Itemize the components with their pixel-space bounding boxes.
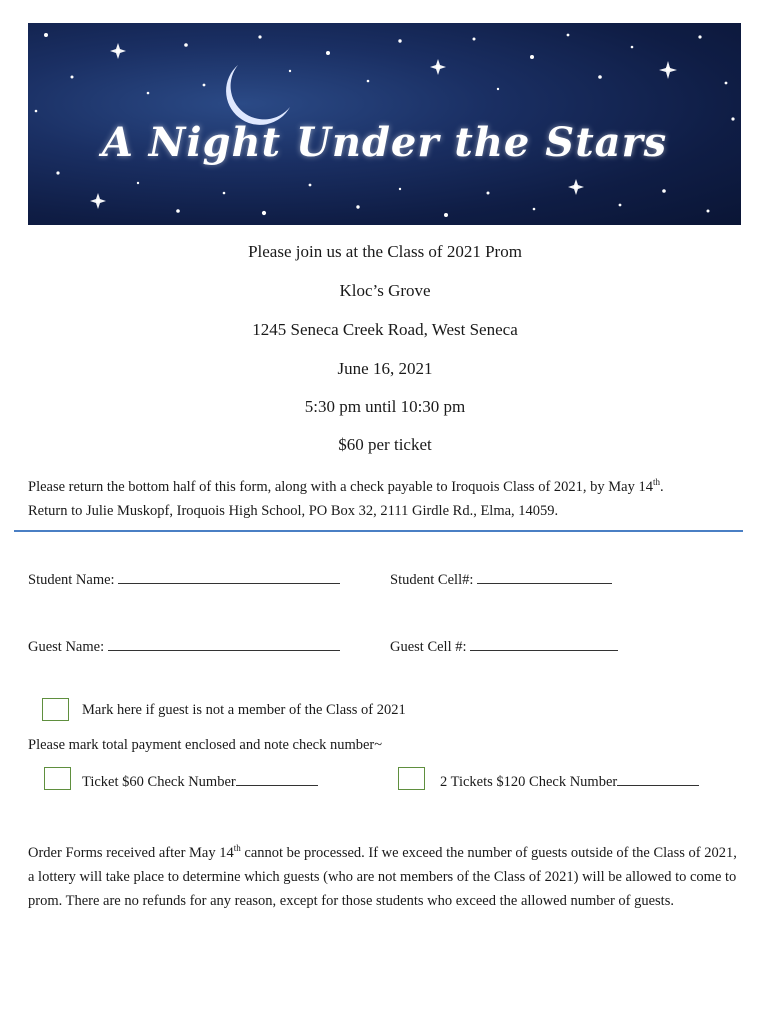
guest-not-member-checkbox[interactable] (42, 698, 69, 721)
event-date: June 16, 2021 (337, 359, 433, 378)
return-deadline-text: Please return the bottom half of this form, along with a check payable to Iroquois Class of 2021, by May 14 (28, 478, 653, 495)
event-time: 5:30 pm until 10:30 pm (304, 397, 466, 416)
student-cell-field[interactable] (390, 569, 612, 589)
prom-banner (28, 23, 741, 225)
tear-off-divider (14, 530, 743, 532)
order-deadline-notice: Order Forms received after May 14th cannot be processed. If we exceed the number of guests outside of the Class of 2021, a lottery will take place to determine which guests (who are not members of the Class of 2021) will be allowed to come to prom. There are no refunds for any reason, except for those students who exceed the allowed number of guests. (28, 843, 737, 909)
two-tickets-field[interactable] (440, 771, 699, 791)
two-tickets-label: 2 Tickets $120 Check Number (440, 774, 618, 790)
banner-title: A Night Under the Stars (101, 119, 668, 166)
student-name-label: Student Name: (28, 572, 115, 588)
crescent-moon-icon (226, 65, 290, 125)
student-name-input[interactable] (118, 569, 340, 584)
guest-name-field[interactable] (28, 636, 340, 656)
one-ticket-checkbox[interactable] (44, 767, 71, 790)
return-instructions: Please return the bottom half of this form, along with a check payable to Iroquois Class of 2021, by May 14th. Return to Julie Muskopf, Iroquois High School, PO Box 32, 2111 Girdle Rd., Elma, 14059. (28, 477, 664, 519)
guest-cell-field[interactable] (390, 636, 618, 656)
payment-prompt: Please mark total payment enclosed and note check number~ (28, 737, 383, 753)
student-name-field[interactable] (28, 569, 340, 589)
two-tickets-checkbox[interactable] (398, 767, 425, 790)
venue-name: Kloc’s Grove (339, 281, 431, 300)
student-cell-input[interactable] (477, 569, 612, 584)
return-address-text: Return to Julie Muskopf, Iroquois High School, PO Box 32, 2111 Girdle Rd., Elma, 14059. (28, 502, 559, 519)
venue-address: 1245 Seneca Creek Road, West Seneca (252, 320, 518, 339)
two-tickets-check-number-input[interactable] (617, 771, 699, 786)
one-ticket-label: Ticket $60 Check Number (82, 774, 236, 790)
invitation-line: Please join us at the Class of 2021 Prom (248, 242, 522, 261)
guest-not-member-label: Mark here if guest is not a member of the Class of 2021 (82, 702, 406, 718)
guest-name-input[interactable] (108, 636, 340, 651)
one-ticket-field[interactable] (82, 771, 318, 791)
guest-cell-input[interactable] (470, 636, 618, 651)
guest-cell-label: Guest Cell #: (390, 639, 467, 655)
ticket-price: $60 per ticket (338, 435, 432, 454)
guest-name-label: Guest Name: (28, 639, 105, 655)
student-cell-label: Student Cell#: (390, 572, 474, 588)
one-ticket-check-number-input[interactable] (236, 771, 318, 786)
